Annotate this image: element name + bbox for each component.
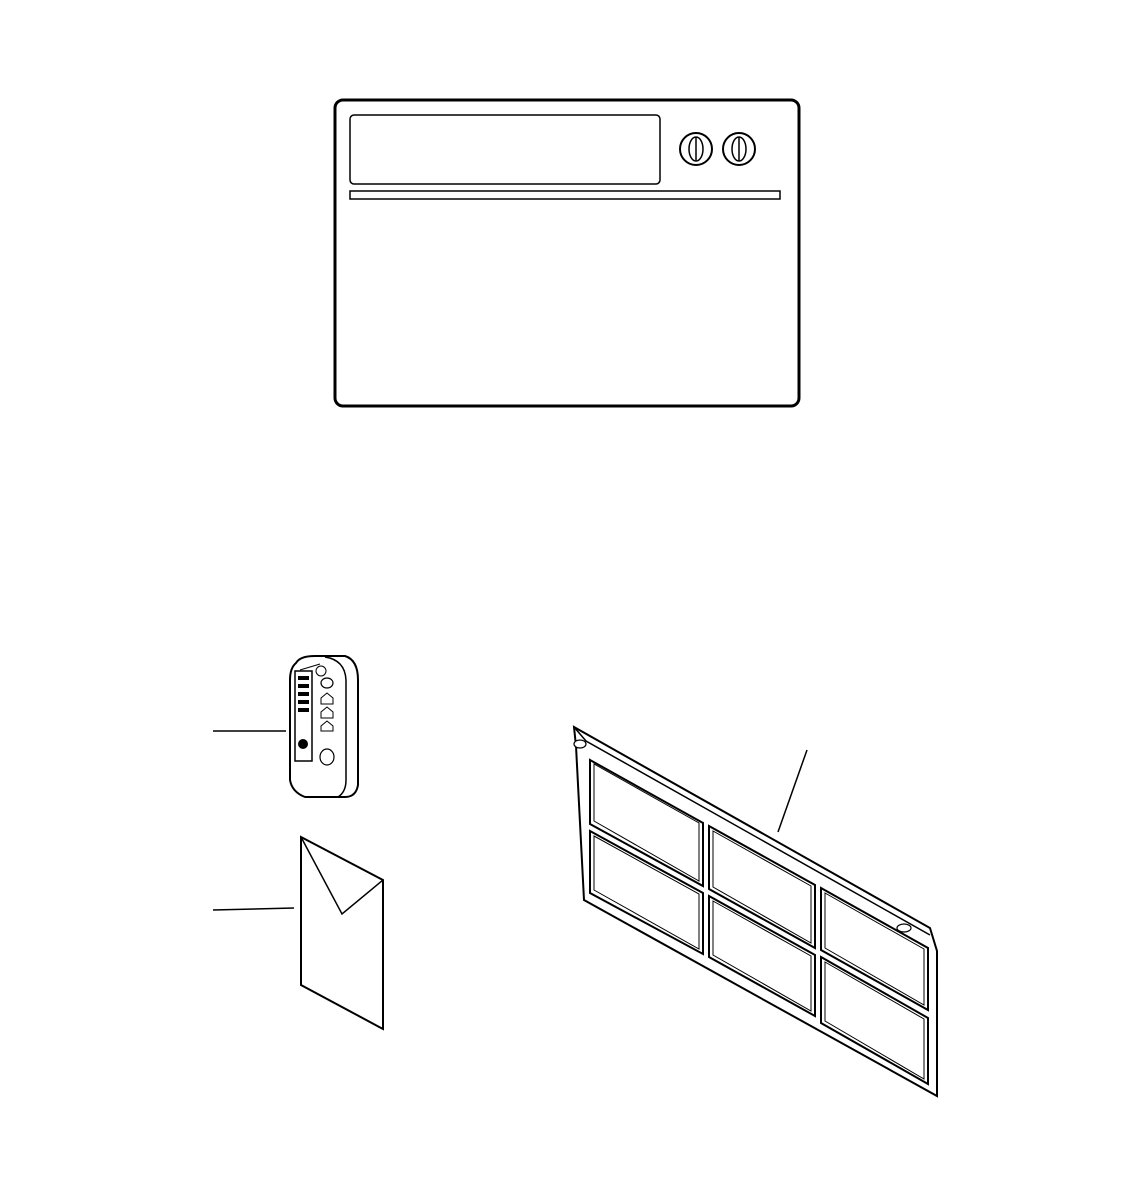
leader-line [778,750,807,832]
owners-manual-envelope-icon [301,837,383,1029]
air-conditioner-icon [335,100,799,406]
leader-line [213,908,294,910]
remote-control-icon [290,656,358,797]
air-filter-icon [574,727,937,1096]
control-knob-icon [680,133,712,165]
control-knob-icon [723,133,755,165]
